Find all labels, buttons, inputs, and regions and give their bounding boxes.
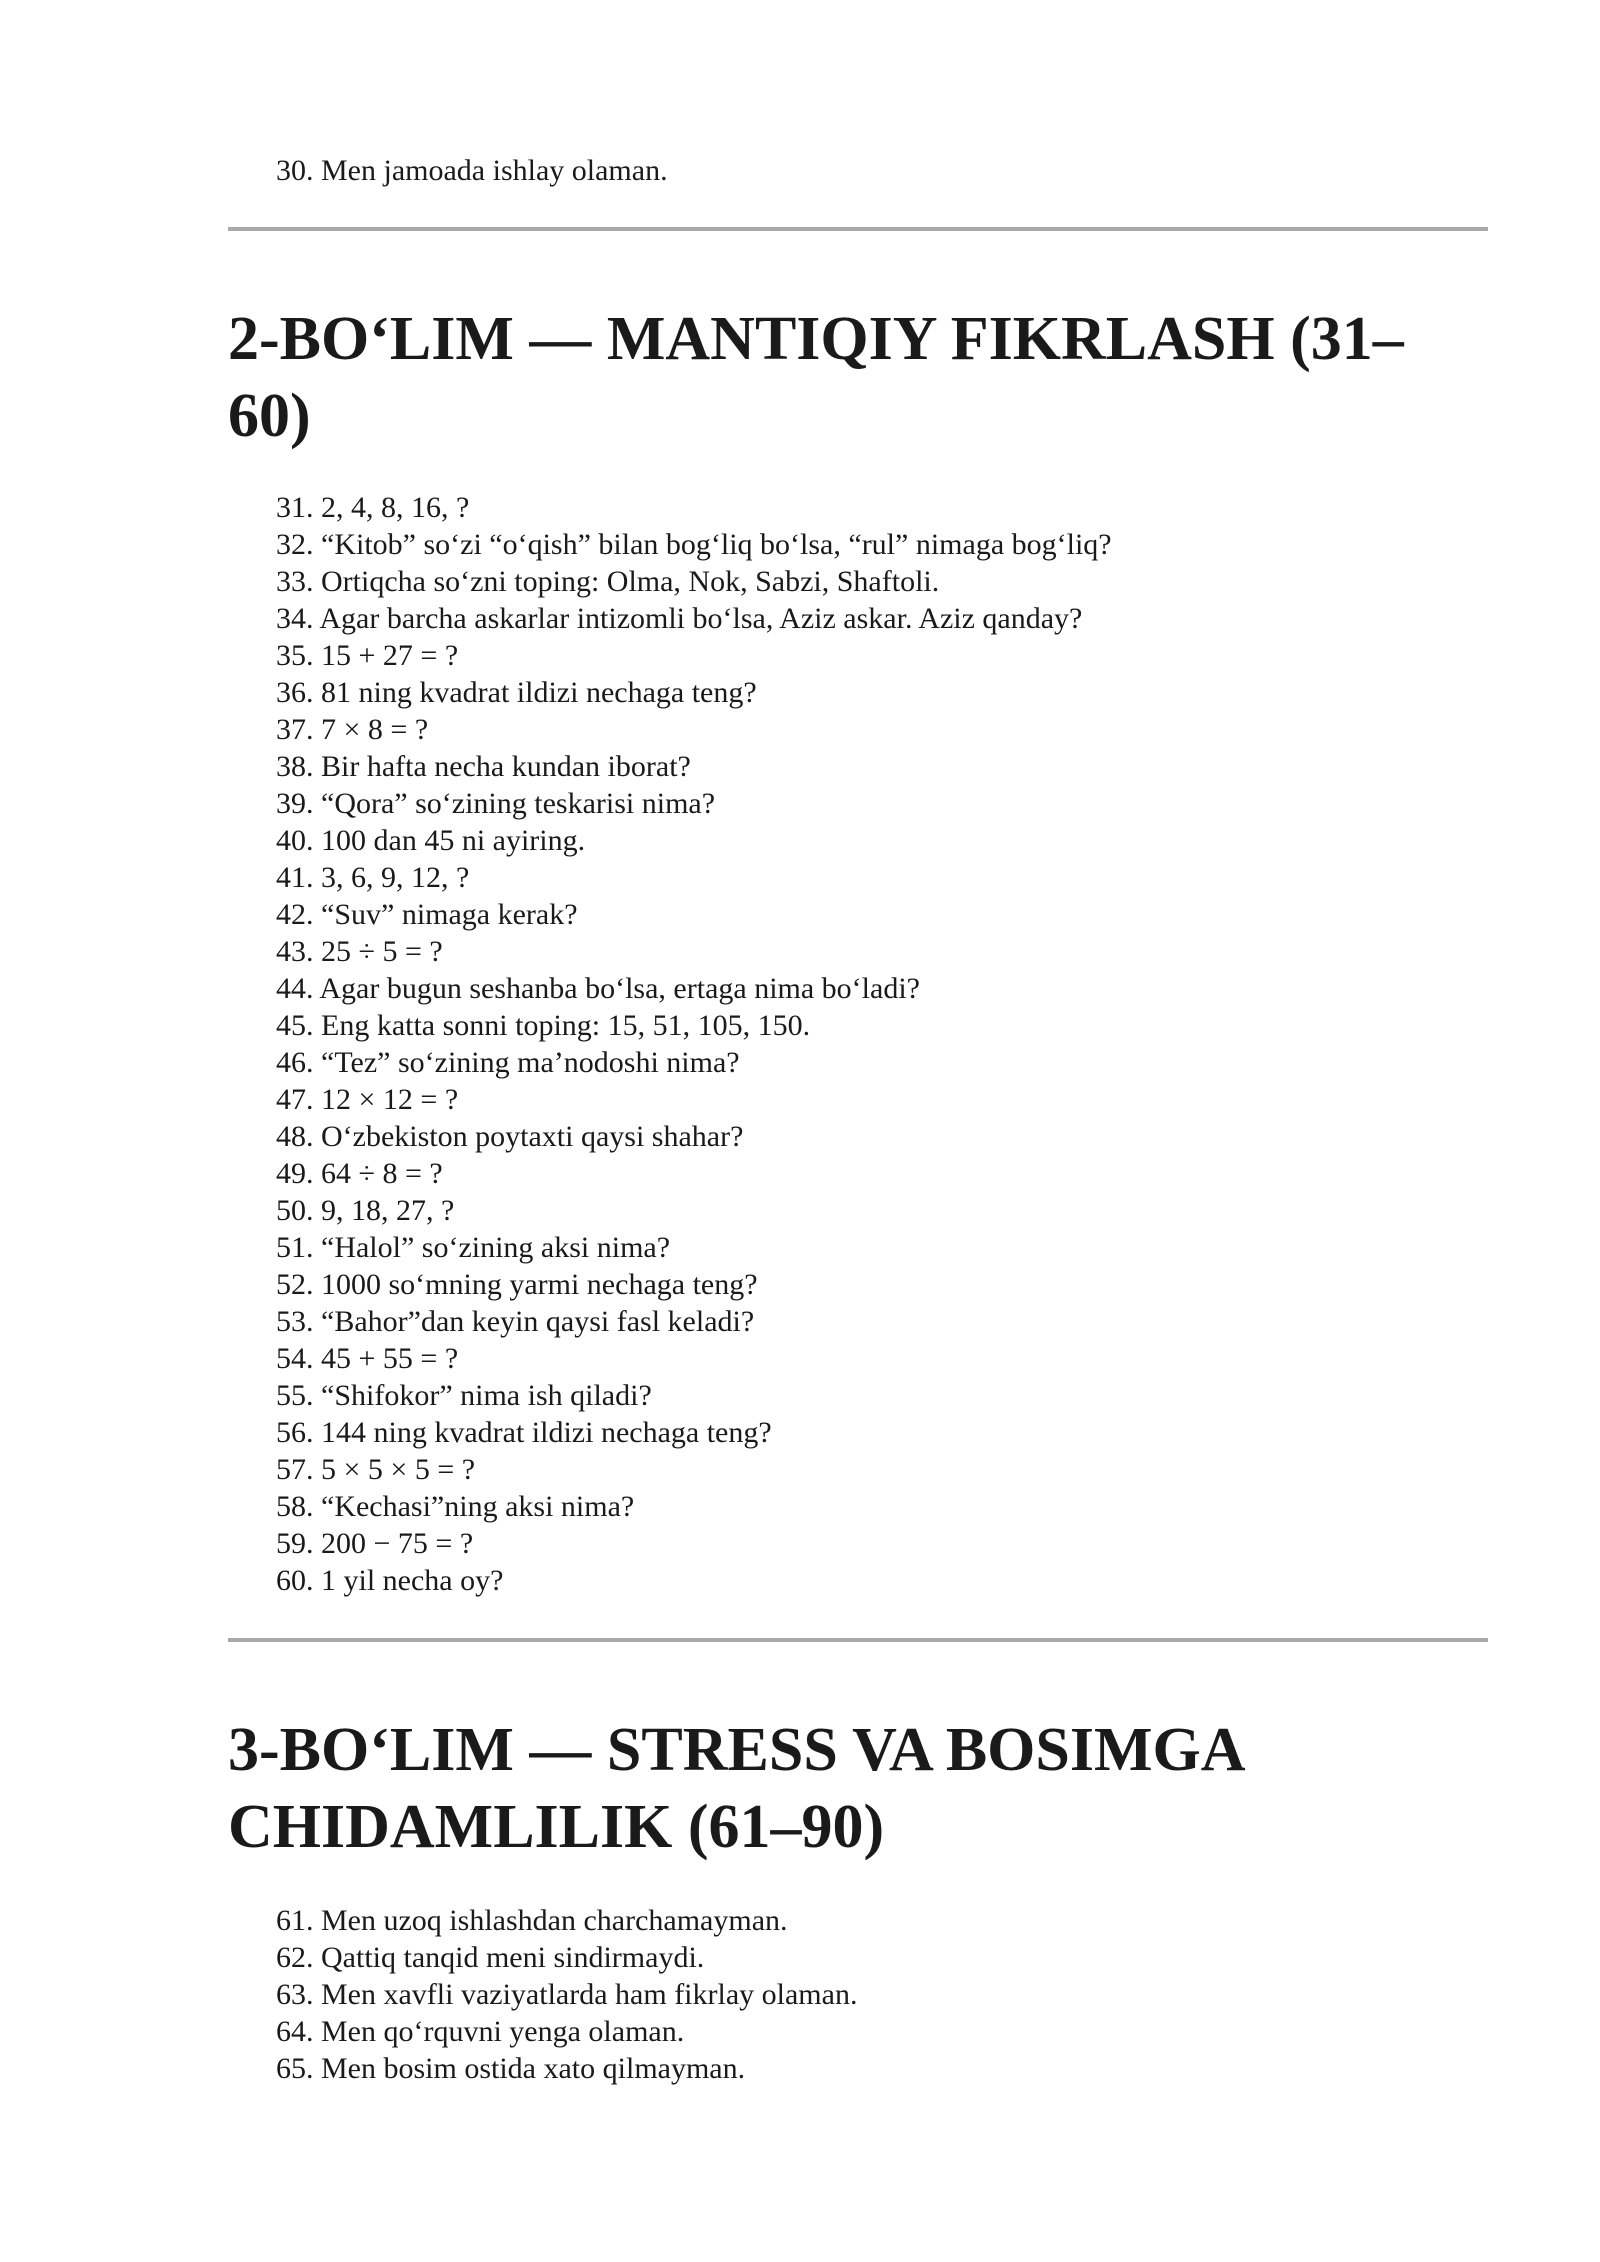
list-item: 34. Agar barcha askarlar intizomli bo‘lsa, Aziz askar. Aziz qanday? xyxy=(276,602,1083,635)
list-item: 55. “Shifokor” nima ish qiladi? xyxy=(276,1379,652,1412)
section-2-heading xyxy=(228,301,1404,455)
list-item: 36. 81 ning kvadrat ildizi nechaga teng? xyxy=(276,676,757,709)
list-item: 62. Qattiq tanqid meni sindirmaydi. xyxy=(276,1941,705,1974)
list-item: 42. “Suv” nimaga kerak? xyxy=(276,898,578,931)
list-item: 46. “Tez” so‘zining ma’nodoshi nima? xyxy=(276,1046,740,1079)
list-item: 30. Men jamoada ishlay olaman. xyxy=(276,154,668,187)
list-item: 33. Ortiqcha so‘zni toping: Olma, Nok, Sabzi, Shaftoli. xyxy=(276,565,940,598)
list-item: 59. 200 − 75 = ? xyxy=(276,1527,474,1560)
list-item: 32. “Kitob” so‘zi “o‘qish” bilan bog‘liq bo‘lsa, “rul” nimaga bog‘liq? xyxy=(276,528,1112,561)
list-item: 47. 12 × 12 = ? xyxy=(276,1083,459,1116)
section-2-heading-line-2: 60) xyxy=(228,382,311,450)
list-item: 65. Men bosim ostida xato qilmayman. xyxy=(276,2052,746,2085)
list-item: 54. 45 + 55 = ? xyxy=(276,1342,459,1375)
list-item: 40. 100 dan 45 ni ayiring. xyxy=(276,824,586,857)
list-item: 57. 5 × 5 × 5 = ? xyxy=(276,1453,476,1486)
section-divider xyxy=(228,227,1488,231)
list-item: 52. 1000 so‘mning yarmi nechaga teng? xyxy=(276,1268,758,1301)
list-item: 63. Men xavfli vaziyatlarda ham fikrlay olaman. xyxy=(276,1978,858,2011)
list-item: 44. Agar bugun seshanba bo‘lsa, ertaga nima bo‘ladi? xyxy=(276,972,920,1005)
list-item: 51. “Halol” so‘zining aksi nima? xyxy=(276,1231,671,1264)
list-item: 60. 1 yil necha oy? xyxy=(276,1564,504,1597)
list-item: 31. 2, 4, 8, 16, ? xyxy=(276,491,470,524)
section-1-list-tail xyxy=(228,152,668,189)
list-item: 61. Men uzoq ishlashdan charchamayman. xyxy=(276,1904,788,1937)
section-divider xyxy=(228,1638,1488,1642)
list-item: 45. Eng katta sonni toping: 15, 51, 105, 150. xyxy=(276,1009,811,1042)
section-2-list xyxy=(228,489,1112,1599)
list-item: 35. 15 + 27 = ? xyxy=(276,639,459,672)
list-item: 50. 9, 18, 27, ? xyxy=(276,1194,455,1227)
list-item: 38. Bir hafta necha kundan iborat? xyxy=(276,750,691,783)
list-item: 53. “Bahor”dan keyin qaysi fasl keladi? xyxy=(276,1305,755,1338)
list-item: 64. Men qo‘rquvni yenga olaman. xyxy=(276,2015,685,2048)
list-item: 41. 3, 6, 9, 12, ? xyxy=(276,861,470,894)
list-item: 37. 7 × 8 = ? xyxy=(276,713,429,746)
section-2-heading-line-1: 2-BO‘LIM — MANTIQIY FIKRLASH (31– xyxy=(228,305,1404,373)
section-3-heading-line-1: 3-BO‘LIM — STRESS VA BOSIMGA xyxy=(228,1716,1246,1784)
list-item: 48. O‘zbekiston poytaxti qaysi shahar? xyxy=(276,1120,744,1153)
list-item: 56. 144 ning kvadrat ildizi nechaga teng? xyxy=(276,1416,772,1449)
list-item: 43. 25 ÷ 5 = ? xyxy=(276,935,443,968)
list-item: 49. 64 ÷ 8 = ? xyxy=(276,1157,443,1190)
section-3-heading xyxy=(228,1712,1246,1866)
list-item: 39. “Qora” so‘zining teskarisi nima? xyxy=(276,787,716,820)
section-3-heading-line-2: CHIDAMLILIK (61–90) xyxy=(228,1793,885,1861)
section-3-list xyxy=(228,1902,857,2087)
list-item: 58. “Kechasi”ning aksi nima? xyxy=(276,1490,635,1523)
